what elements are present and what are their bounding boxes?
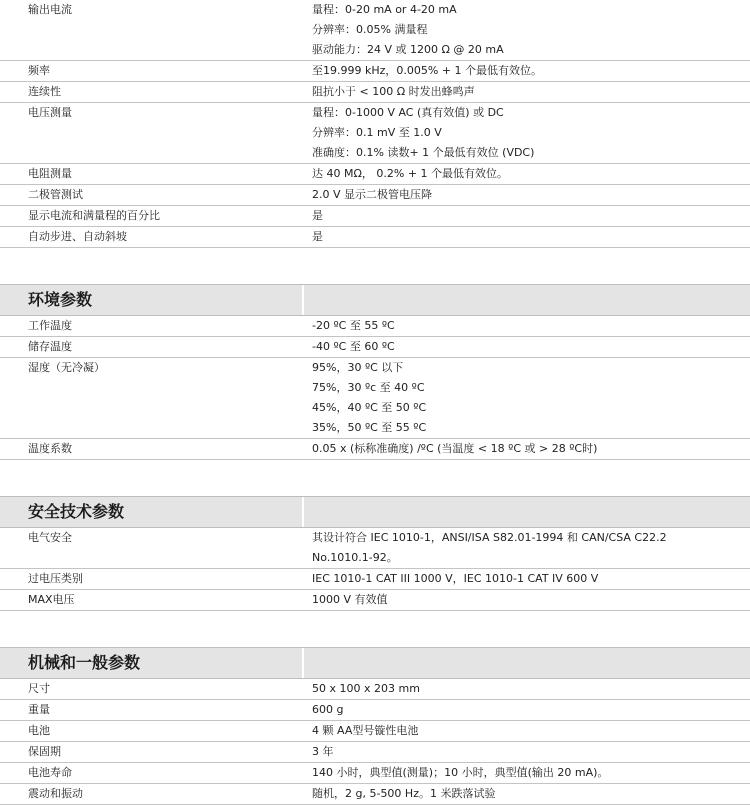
spec-label: 过电压类别 xyxy=(28,572,83,585)
spec-label-cell xyxy=(0,164,312,184)
spec-value-cell xyxy=(312,206,750,226)
spec-value-cell xyxy=(312,103,750,163)
spec-value-line: IEC 1010-1 CAT III 1000 V，IEC 1010-1 CAT IV 600 V xyxy=(312,572,599,585)
spec-value-line: -20 ºC 至 55 ºC xyxy=(312,319,395,332)
spec-value-line: 75%，30 ºc 至 40 ºC xyxy=(312,381,425,394)
spec-value-line: 阻抗小于 < 100 Ω 时发出蜂鸣声 xyxy=(312,85,475,98)
spec-value-cell xyxy=(312,721,750,741)
spec-value-line: 4 颗 AA型号镟性电池 xyxy=(312,724,419,737)
spec-value-cell xyxy=(312,316,750,336)
section-header xyxy=(0,496,750,528)
spec-value-line: -40 ºC 至 60 ºC xyxy=(312,340,395,353)
spec-label: 电池寿命 xyxy=(28,766,72,779)
spec-label: 重量 xyxy=(28,703,50,716)
spec-value-line: No.1010.1-92。 xyxy=(312,551,398,564)
spec-value-cell xyxy=(312,742,750,762)
spec-label-cell xyxy=(0,742,312,762)
spec-row xyxy=(0,569,750,590)
spec-label-cell xyxy=(0,206,312,226)
spec-value-cell xyxy=(312,164,750,184)
spec-label: 显示电流和满量程的百分比 xyxy=(28,209,160,222)
spec-row xyxy=(0,763,750,784)
section-spacer xyxy=(0,248,750,284)
spec-label: 自动步进、自动斜坡 xyxy=(28,230,127,243)
spec-row xyxy=(0,0,750,61)
spec-value-line: 600 g xyxy=(312,703,344,716)
spec-row xyxy=(0,742,750,763)
spec-row xyxy=(0,206,750,227)
spec-label-cell xyxy=(0,784,312,804)
spec-label-cell xyxy=(0,337,312,357)
spec-label: 二极管测试 xyxy=(28,188,83,201)
section-table xyxy=(0,316,750,460)
spec-value-cell xyxy=(312,763,750,783)
spec-value-line: 2.0 V 显示二极管电压降 xyxy=(312,188,433,201)
spec-value-cell xyxy=(312,337,750,357)
spec-value-cell xyxy=(312,590,750,610)
spec-label-cell xyxy=(0,700,312,720)
spec-label-cell xyxy=(0,0,312,60)
spec-value-line: 量程：0-1000 V AC (真有效值) 或 DC xyxy=(312,106,504,119)
spec-row xyxy=(0,185,750,206)
section-table xyxy=(0,528,750,611)
spec-value-cell xyxy=(312,61,750,81)
spec-label-cell xyxy=(0,358,312,438)
spec-value-line: 1000 V 有效值 xyxy=(312,593,388,606)
spec-label-cell xyxy=(0,103,312,163)
spec-value-line: 140 小时，典型值(测量)；10 小时，典型值(输出 20 mA)。 xyxy=(312,766,609,779)
spec-label-cell xyxy=(0,185,312,205)
spec-row xyxy=(0,679,750,700)
spec-row xyxy=(0,700,750,721)
section-header-fill xyxy=(304,497,750,527)
spec-value-line: 95%，30 ºC 以下 xyxy=(312,361,404,374)
spec-label-cell xyxy=(0,763,312,783)
spec-label: 湿度（无冷凝） xyxy=(28,361,105,374)
spec-value-line: 是 xyxy=(312,209,323,222)
spec-label-cell xyxy=(0,61,312,81)
spec-label: 电池 xyxy=(28,724,50,737)
spec-value-cell xyxy=(312,82,750,102)
spec-table-top xyxy=(0,0,750,248)
spec-label: 保固期 xyxy=(28,745,61,758)
spec-label: 电阻测量 xyxy=(28,167,72,180)
spec-value-line: 分辨率：0.1 mV 至 1.0 V xyxy=(312,126,442,139)
spec-label-cell xyxy=(0,227,312,247)
section-header xyxy=(0,284,750,316)
section-spacer xyxy=(0,460,750,496)
section-header xyxy=(0,647,750,679)
spec-value-cell xyxy=(312,528,750,568)
spec-label-cell xyxy=(0,528,312,568)
spec-value-cell xyxy=(312,185,750,205)
spec-row xyxy=(0,164,750,185)
spec-label-cell xyxy=(0,82,312,102)
spec-value-line: 达 40 MΩ， 0.2% + 1 个最低有效位。 xyxy=(312,167,509,180)
spec-value-line: 50 x 100 x 203 mm xyxy=(312,682,420,695)
section-header-fill xyxy=(304,648,750,678)
spec-label: 连续性 xyxy=(28,85,61,98)
spec-value-cell xyxy=(312,439,750,459)
spec-value-line: 0.05 x (标称准确度) /ºC (当温度 < 18 ºC 或 > 28 ºC时) xyxy=(312,442,598,455)
spec-label-cell xyxy=(0,679,312,699)
spec-value-cell xyxy=(312,358,750,438)
section-table xyxy=(0,679,750,805)
spec-row xyxy=(0,82,750,103)
section-title: 机械和一般参数 xyxy=(0,648,302,678)
spec-value-line: 45%，40 ºC 至 50 ºC xyxy=(312,401,427,414)
spec-label-cell xyxy=(0,590,312,610)
spec-value-line: 随机，2 g, 5-500 Hz。1 米跌落试验 xyxy=(312,787,496,800)
spec-label-cell xyxy=(0,569,312,589)
spec-value-line: 驱动能力：24 V 或 1200 Ω @ 20 mA xyxy=(312,43,504,56)
spec-value-line: 准确度：0.1% 读数+ 1 个最低有效位 (VDC) xyxy=(312,146,535,159)
spec-row xyxy=(0,439,750,460)
spec-value-line: 35%，50 ºC 至 55 ºC xyxy=(312,421,427,434)
spec-label: 储存温度 xyxy=(28,340,72,353)
spec-label: MAX电压 xyxy=(28,593,75,606)
spec-value-line: 是 xyxy=(312,230,323,243)
spec-row xyxy=(0,721,750,742)
section-title: 环境参数 xyxy=(0,285,302,315)
spec-label-cell xyxy=(0,721,312,741)
spec-label: 尺寸 xyxy=(28,682,50,695)
spec-sections xyxy=(0,248,750,805)
spec-label-cell xyxy=(0,316,312,336)
spec-row xyxy=(0,590,750,611)
spec-value-cell xyxy=(312,700,750,720)
spec-label-cell xyxy=(0,439,312,459)
spec-row xyxy=(0,528,750,569)
spec-row xyxy=(0,358,750,439)
spec-row xyxy=(0,103,750,164)
section-spacer xyxy=(0,611,750,647)
spec-value-line: 分辨率：0.05% 满量程 xyxy=(312,23,428,36)
spec-label: 震动和振动 xyxy=(28,787,83,800)
spec-row xyxy=(0,227,750,248)
section-header-fill xyxy=(304,285,750,315)
spec-value-line: 其设计符合 IEC 1010-1，ANSI/ISA S82.01-1994 和 CAN/CSA C22.2 xyxy=(312,531,667,544)
spec-value-cell xyxy=(312,569,750,589)
spec-row xyxy=(0,61,750,82)
spec-value-cell xyxy=(312,679,750,699)
spec-value-cell xyxy=(312,0,750,60)
spec-value-line: 量程：0-20 mA or 4-20 mA xyxy=(312,3,457,16)
spec-row xyxy=(0,784,750,805)
spec-row xyxy=(0,337,750,358)
spec-value-line: 至19.999 kHz，0.005% + 1 个最低有效位。 xyxy=(312,64,543,77)
spec-value-cell xyxy=(312,784,750,804)
spec-row xyxy=(0,316,750,337)
spec-value-line: 3 年 xyxy=(312,745,334,758)
spec-label: 温度系数 xyxy=(28,442,72,455)
spec-value-cell xyxy=(312,227,750,247)
spec-label: 频率 xyxy=(28,64,50,77)
spec-label: 电气安全 xyxy=(28,531,72,544)
section-title: 安全技术参数 xyxy=(0,497,302,527)
spec-label: 输出电流 xyxy=(28,3,72,16)
spec-label: 电压测量 xyxy=(28,106,72,119)
spec-label: 工作温度 xyxy=(28,319,72,332)
